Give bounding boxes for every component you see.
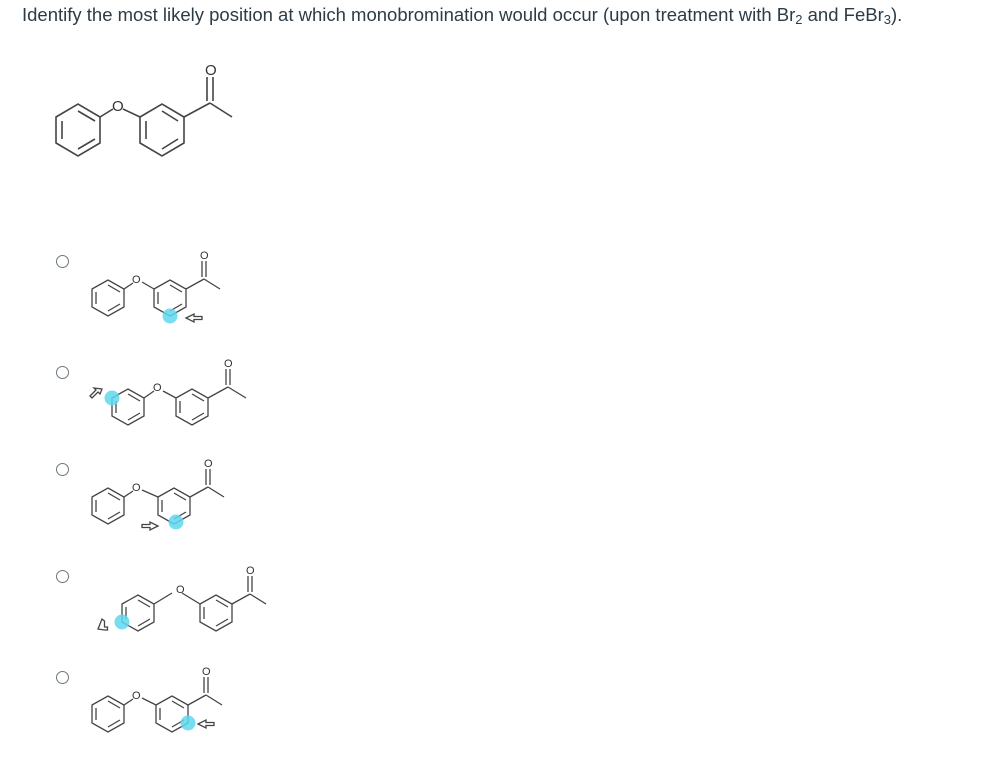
arrow-icon: [198, 720, 214, 728]
highlight-dot: [115, 615, 130, 630]
radio-button[interactable]: [56, 570, 69, 583]
question-text-part: and FeBr: [802, 4, 884, 25]
ether-oxygen-label: O: [112, 98, 124, 115]
option-molecule: [88, 559, 318, 654]
highlight-dot: [181, 716, 196, 731]
option-molecule: [88, 353, 308, 448]
carbonyl-oxygen-label: O: [246, 565, 255, 577]
ether-oxygen-label: O: [153, 382, 162, 394]
question-text-part: Identify the most likely position at which monobromination would occur (upon treatment with Br: [22, 4, 796, 25]
subscript-three: 3: [883, 12, 891, 27]
arrow-icon: [90, 388, 102, 398]
ether-oxygen-label: O: [132, 274, 141, 286]
option-molecule: [82, 244, 282, 339]
radio-button[interactable]: [56, 463, 69, 476]
carbonyl-oxygen-label: O: [200, 250, 209, 262]
highlight-dot: [105, 391, 120, 406]
carbonyl-oxygen-label: O: [202, 666, 211, 678]
radio-button[interactable]: [56, 671, 69, 684]
arrow-icon: [186, 314, 202, 322]
ether-oxygen-label: O: [176, 584, 185, 596]
highlight-dot: [163, 309, 178, 324]
carbonyl-oxygen-label: O: [205, 62, 217, 79]
arrow-icon: [142, 522, 158, 530]
radio-button[interactable]: [56, 366, 69, 379]
ether-oxygen-label: O: [132, 482, 141, 494]
radio-button[interactable]: [56, 255, 69, 268]
option-molecule: [82, 660, 292, 755]
highlight-dot: [169, 515, 184, 530]
subscript-two: 2: [795, 12, 803, 27]
option-molecule: [82, 452, 292, 547]
main-molecule-structure: [20, 55, 280, 185]
ether-oxygen-label: O: [132, 690, 141, 702]
question-prompt: [22, 2, 902, 33]
carbonyl-oxygen-label: O: [224, 358, 233, 370]
carbonyl-oxygen-label: O: [204, 458, 213, 470]
arrow-icon: [98, 619, 108, 630]
question-text-part: ).: [890, 4, 903, 25]
